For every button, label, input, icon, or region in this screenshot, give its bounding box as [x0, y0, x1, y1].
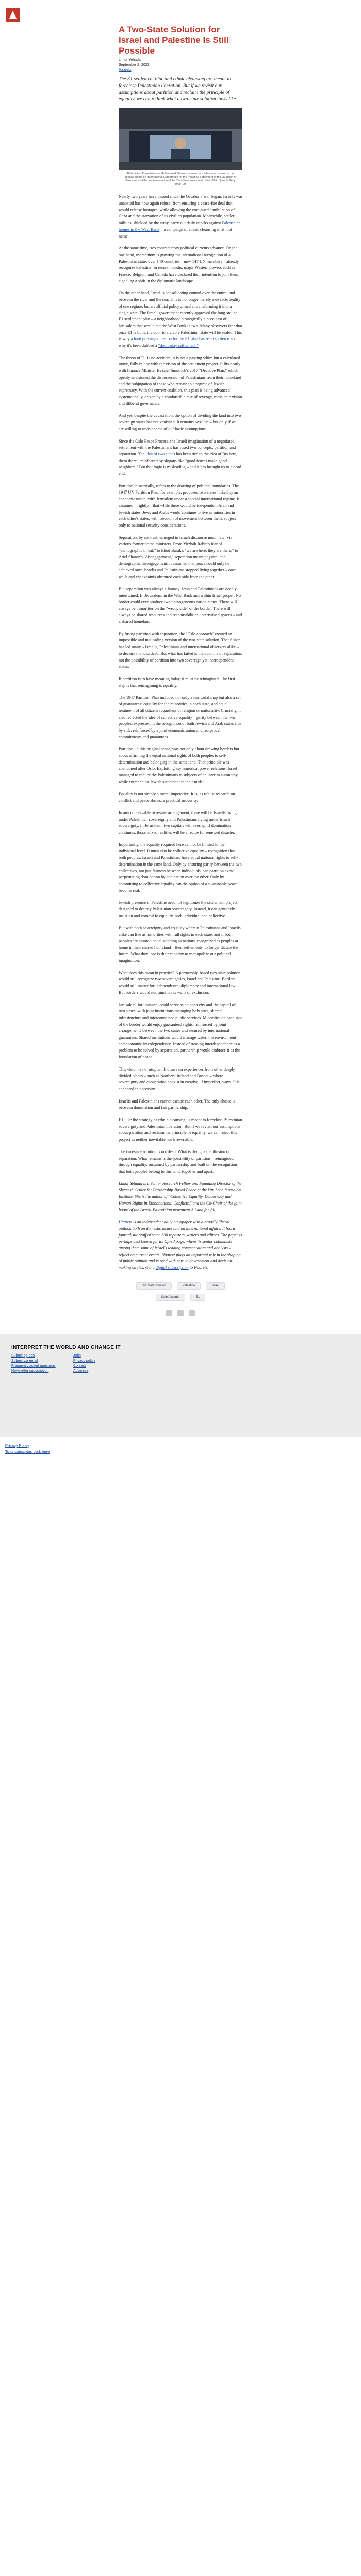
body-paragraph: On the other hand, Israel is consolidating control over the entire land between the river and the sea. This is no longer merely a de facto reality of one regime, but an official policy aimed at transforming it into a single state. The Israeli government recently approved the long-stalled E1 settlement plan – a neighborhood strategically placed east of Jerusalem that would cut the West Bank in two. Many observers fear that once E1 is built, the door to a viable Palestinian state will be sealed. This is why a hard pressing question for the E1 plan has been so fierce and why it's been dubbed a "doomsday settlement.": [119, 291, 242, 348]
article-body: [119, 194, 242, 1272]
publication-link[interactable]: Haaretz: [119, 68, 132, 72]
body-paragraph: Jewish presence in Palestine need not legitimize the settlement project, designed to destroy Palestinian sovereignty. Instead, it can genuinely insist on and commit to equality, both individual and collective.: [119, 900, 239, 918]
lead-photo: [119, 108, 242, 170]
body-paragraph: But with both sovereignty and equality wherein Palestinians and Israelis alike can live as minorities with full rights in each state, and if both peoples are assured equal standing as nations, recognized as peoples at home in their shared homeland – then settlements no longer dictate the future. What they lose is their capacity to monopolize our political imagination.: [119, 925, 241, 963]
byline: [119, 58, 242, 72]
body-paragraph: Nearly two years have passed since the October 7 war began. Israel's war unabated has now again refusal from ensuring a cease-fire deal that would release hostages, while allowing the continued annihilation of Gaza and the starvation of its civilian population. Meanwhile, settler militias, shielded by the army, carry out daily attacks against Palestinian homes in the West Bank – a campaign of ethnic cleansing in all but name.: [119, 194, 242, 239]
footer-column: [73, 1353, 135, 1375]
body-paragraph: E1, like the strategy of ethnic cleansing, is meant to foreclose Palestinian sovereignty and Palestinian liberation. But if we revisit our assumptions about partition and reclaim the principle of equality, we can reject this project as neither inevitable nor irreversible.: [119, 1117, 242, 1142]
site-footer: [0, 1334, 361, 1437]
email-icon[interactable]: [189, 1310, 195, 1316]
body-paragraph: The two-state solution is not dead. What is dying is the illusion of separation. What remains is the possibility of partition – reimagined through equality, sustained by partnership and built on the recognition that both peoples belong to this land, together and apart.: [119, 1149, 237, 1174]
publish-date: September 2, 2023: [119, 63, 150, 67]
body-paragraph: In any conceivable two-state arrangement, there will be Israelis living under Palestinian sovereignty and Palestinians living under Israeli sovereignty. In Jerusalem, two capitals will overlap. If domination continues, those mixed realities will be a recipe for renewed disaster.: [119, 810, 237, 835]
facebook-icon[interactable]: [166, 1310, 172, 1316]
footer-heading: INTERPRET THE WORLD AND CHANGE IT: [11, 1344, 121, 1350]
footer-links: [11, 1353, 361, 1375]
privacy-policy-link[interactable]: Privacy Policy: [5, 1443, 29, 1448]
body-paragraph: At the same time, two contradictory political currents advance. On the one hand, momentum is growing for international recognition of a Palestinian state: over 140 countries – now 147 UN members – already recognize Palestine. In recent months, major Western powers such as France, Belgium and Canada have declared their intention to join them, signaling a shift in the diplomatic landscape.: [119, 246, 240, 283]
footer-link[interactable]: Newsletter subscription: [11, 1369, 49, 1374]
body-paragraph: Israelis and Palestinians cannot escape each other. The only choice is between domination and fair partnership.: [119, 1098, 236, 1110]
body-paragraph: This vision is not utopian. It draws on experiences from other deeply divided places – such as Northern Ireland and Bosnia – where sovereignty and cooperation coexist in creative, if imperfect, ways. It is anchored in necessity.: [119, 1066, 240, 1091]
author-bio: [119, 1181, 242, 1272]
tag-pill[interactable]: Israel: [206, 1282, 225, 1290]
site-logo-icon[interactable]: [6, 8, 20, 22]
author-name: Limor Yehuda: [119, 58, 141, 62]
publication-paragraph: Haaretz is an independent daily newspaper with a broadly liberal outlook both on domestic issues and on international affairs. It has a journalistic staff of some 330 reporters, writers and editors. The paper is perhaps best known for its Op-ed page, where its senior columnists – among them some of Israel's leading commentators and analysts – reflect on current events. Haaretz plays an important role in the shaping of public opinion and is read with care in government and decision-making circles. Get a digital subscription to Haaretz.: [119, 1219, 242, 1270]
article-header: [119, 25, 242, 187]
body-paragraph: What does this mean in practice? A partnership-based two-state solution would still recognize two sovereignties, Israel and Palestine. Borders would still matter for independence, diplomacy and international law. But borders would not function as walls of exclusion.: [119, 970, 241, 995]
west-bank-link[interactable]: Palestinian homes in the West Bank: [119, 221, 241, 232]
lead-figure: [119, 108, 242, 187]
body-paragraph: Equality is not simply a moral imperative. It is, as robust research on conflict and peace shows, a practical necessity.: [119, 791, 235, 803]
body-paragraph: The threat of E1 is no accident; it is not a passing whim but a calculated move, fully in line with the vision of the settlement project. It fits neatly with Finance Minister Bezalel Smotrich's 2017 "Decisive Plan," which openly envisioned the dispossession of Palestinians from their homeland and the subjugation of those who remain to a regime of Jewish supremacy. With the current coalition, this plan is being advanced systematically, driven by a combustible mix of revenge, messianic vision and illiberal governance.: [119, 355, 242, 406]
footer-link[interactable]: Contact: [73, 1364, 86, 1368]
footer-column: [11, 1353, 73, 1375]
body-paragraph: If partition is to have meaning today, it must be reimagined. The first step is that reimagining is equality.: [119, 676, 235, 688]
footer-link[interactable]: Privacy policy: [73, 1359, 95, 1363]
tag-pill[interactable]: Oslo Accords: [156, 1294, 185, 1301]
article-dek: The E1 settlement bloc and ethnic cleansing are meant to foreclose Palestinian liberation. But if we revisit our assumptions about partition and reclaim the principle of equality, we can rethink what a two-state solution looks like.: [119, 77, 237, 102]
footer-link[interactable]: Frequently asked questions: [11, 1364, 56, 1368]
haaretz-link[interactable]: Haaretz: [119, 1219, 133, 1225]
photo-caption: Palestinian Prime Minister Mohammed Shtayeh is seen on a television monitor as he speaks during an International Conference for the Peaceful Settlement of the Question of Palestine and the Implementation of the Two-State solution at United Nat... (credit Getty Ima~ 09: [124, 172, 237, 187]
doomsday-link[interactable]: "doomsday settlement.": [158, 343, 199, 348]
share-bar: [0, 1310, 361, 1319]
body-paragraph: Separation, by contrast, emerged in Israeli discourse much later via various former prime ministers. From Yitzhak Rabin's fear of "demographic threat," to Ehud Barak's "we are here, they are there," to Ariel Sharon's "disengagement," separation meant physical and demographic disengagement. It assumed that peace could only be achieved once Israelis and Palestinians stopped living together – once walls and checkpoints obscured each side from the other.: [119, 535, 238, 579]
top-bar: [0, 0, 361, 4]
bottom-links: [0, 1437, 361, 1489]
twitter-icon[interactable]: [177, 1310, 184, 1316]
footer-link[interactable]: Jobs: [73, 1353, 81, 1358]
body-paragraph: Importantly, the equality required here cannot be limited to the individual level. It must also be collective equality – recognition that both peoples, Israeli and Palestinian, have equal national rights to self-determination in the same land. Only by ensuring parity between the two collectives, not just fairness between individuals, can partition avoid perpetuating domination by one nation over the other. Only by committing to collective equality can the option of a sustainable peace become real.: [119, 842, 242, 893]
tag-pill[interactable]: E1: [190, 1294, 205, 1301]
article-title: A Two-State Solution for Israel and Palestine Is Still Possible: [119, 25, 229, 56]
footer-link[interactable]: Submit via email: [11, 1359, 38, 1363]
footer-link[interactable]: Advertise: [73, 1369, 89, 1374]
body-paragraph: By fusing partition with separation, the "Oslo approach" created an impossible and misleading version of the two-state solution. That fusion has led many – Israelis, Palestinians and international observers alike – to declare the idea dead. But what has failed is the doctrine of separation, not the possibility of partition into two sovereign yet interdependent states.: [119, 631, 242, 669]
e1-link[interactable]: a hard pressing question for the E1 plan has been so fierce: [130, 336, 229, 342]
tag-pill[interactable]: two-state solution: [136, 1282, 172, 1290]
footer-link[interactable]: Submit op-eds: [11, 1353, 35, 1358]
body-paragraph: But separation was always a fantasy. Jews and Palestinians are deeply intertwined. In Jerusalem, in the West Bank and within Israel proper. No border could ever produce two homogeneous nation-states. There will always be minorities on the "wrong side" of the border. There will always be shared resources and responsibilities, intertwined spaces – and a shared homeland.: [119, 586, 242, 624]
body-paragraph: Partition, historically, refers to the drawing of political boundaries. The 1947 UN Partition Plan, for example, proposed two states linked by an economic union, with Jerusalem under a special international regime. It assumed – rightly – that while there would be independent Arab and Jewish states, Jews and Arabs would continue to live as minorities in each other's states, with freedom of movement between them, subject only to national security considerations.: [119, 483, 240, 528]
body-paragraph: Partition, in this original sense, was not only about drawing borders but about affirming the equal national rights of both peoples to self-determination and belonging in the same land. That principle was abandoned after Oslo. Exploiting asymmetrical power relations, Israel managed to reduce the Palestinians to subjects of an interim autonomy, while entrenching Jewish settlement in their midst.: [119, 747, 239, 784]
two-states-link[interactable]: idea of two states: [145, 451, 175, 456]
tag-pill[interactable]: Palestine: [177, 1282, 201, 1290]
unsubscribe-link[interactable]: To unsubscribe, click here: [5, 1449, 50, 1454]
subscription-link[interactable]: digital subscription: [155, 1265, 189, 1270]
body-paragraph: The 1947 Partition Plan included not only a territorial map but also a set of guarantees: equality for the minorities in each state, and equal treatment of all citizens regardless of religion or nationality. Crucially, it also reflected the idea of collective equality – parity between the two peoples, expressed in the recognition of both Jewish and Arab states side by side, reinforced by a joint economic union and reciprocal commitments and guarantees.: [119, 695, 242, 739]
bio-paragraph: Limor Yehuda is a Senior Research Fellow and Founding Director of the Shemesh Center for Partnership-Based Peace at the Van Leer Jerusalem Institute. She is the author of "Collective Equality, Democracy and Human Rights in Ethnonational Conflicts," and the Co-Chair of the joint board of the Israeli-Palestinian movement A Land for All.: [119, 1181, 242, 1212]
body-paragraph: And yet, despite the devastation, the option of dividing the land into two sovereign states has not vanished. It remains possible – but only if we are willing to revisit some of our basic assumptions.: [119, 413, 241, 431]
body-paragraph: Jerusalem, for instance, could serve as an open city and the capital of two states, with joint institutions managing holy sites, shared infrastructure and interconnected public services. Minorities on each side of the border would enjoy guaranteed rights, reinforced by joint arrangements between the two states and secured by international guarantees. Shared institutions would manage water, the environment and economic interdependence. Instead of treating interdependence as a problem to be solved by separation, partnership would embrace it as the foundation of peace.: [119, 1002, 242, 1060]
tag-list: [0, 1280, 361, 1302]
body-paragraph: Since the Oslo Peace Process, the Israeli imagination of a negotiated settlement with the Palestinians has fused two concepts: partition and separation. The idea of two states has been tied to the idea of "us here, them there," reinforced by slogans like "good fences make good neighbors." But that logic is misleading – and it has brought us to a dead end.: [119, 438, 241, 477]
